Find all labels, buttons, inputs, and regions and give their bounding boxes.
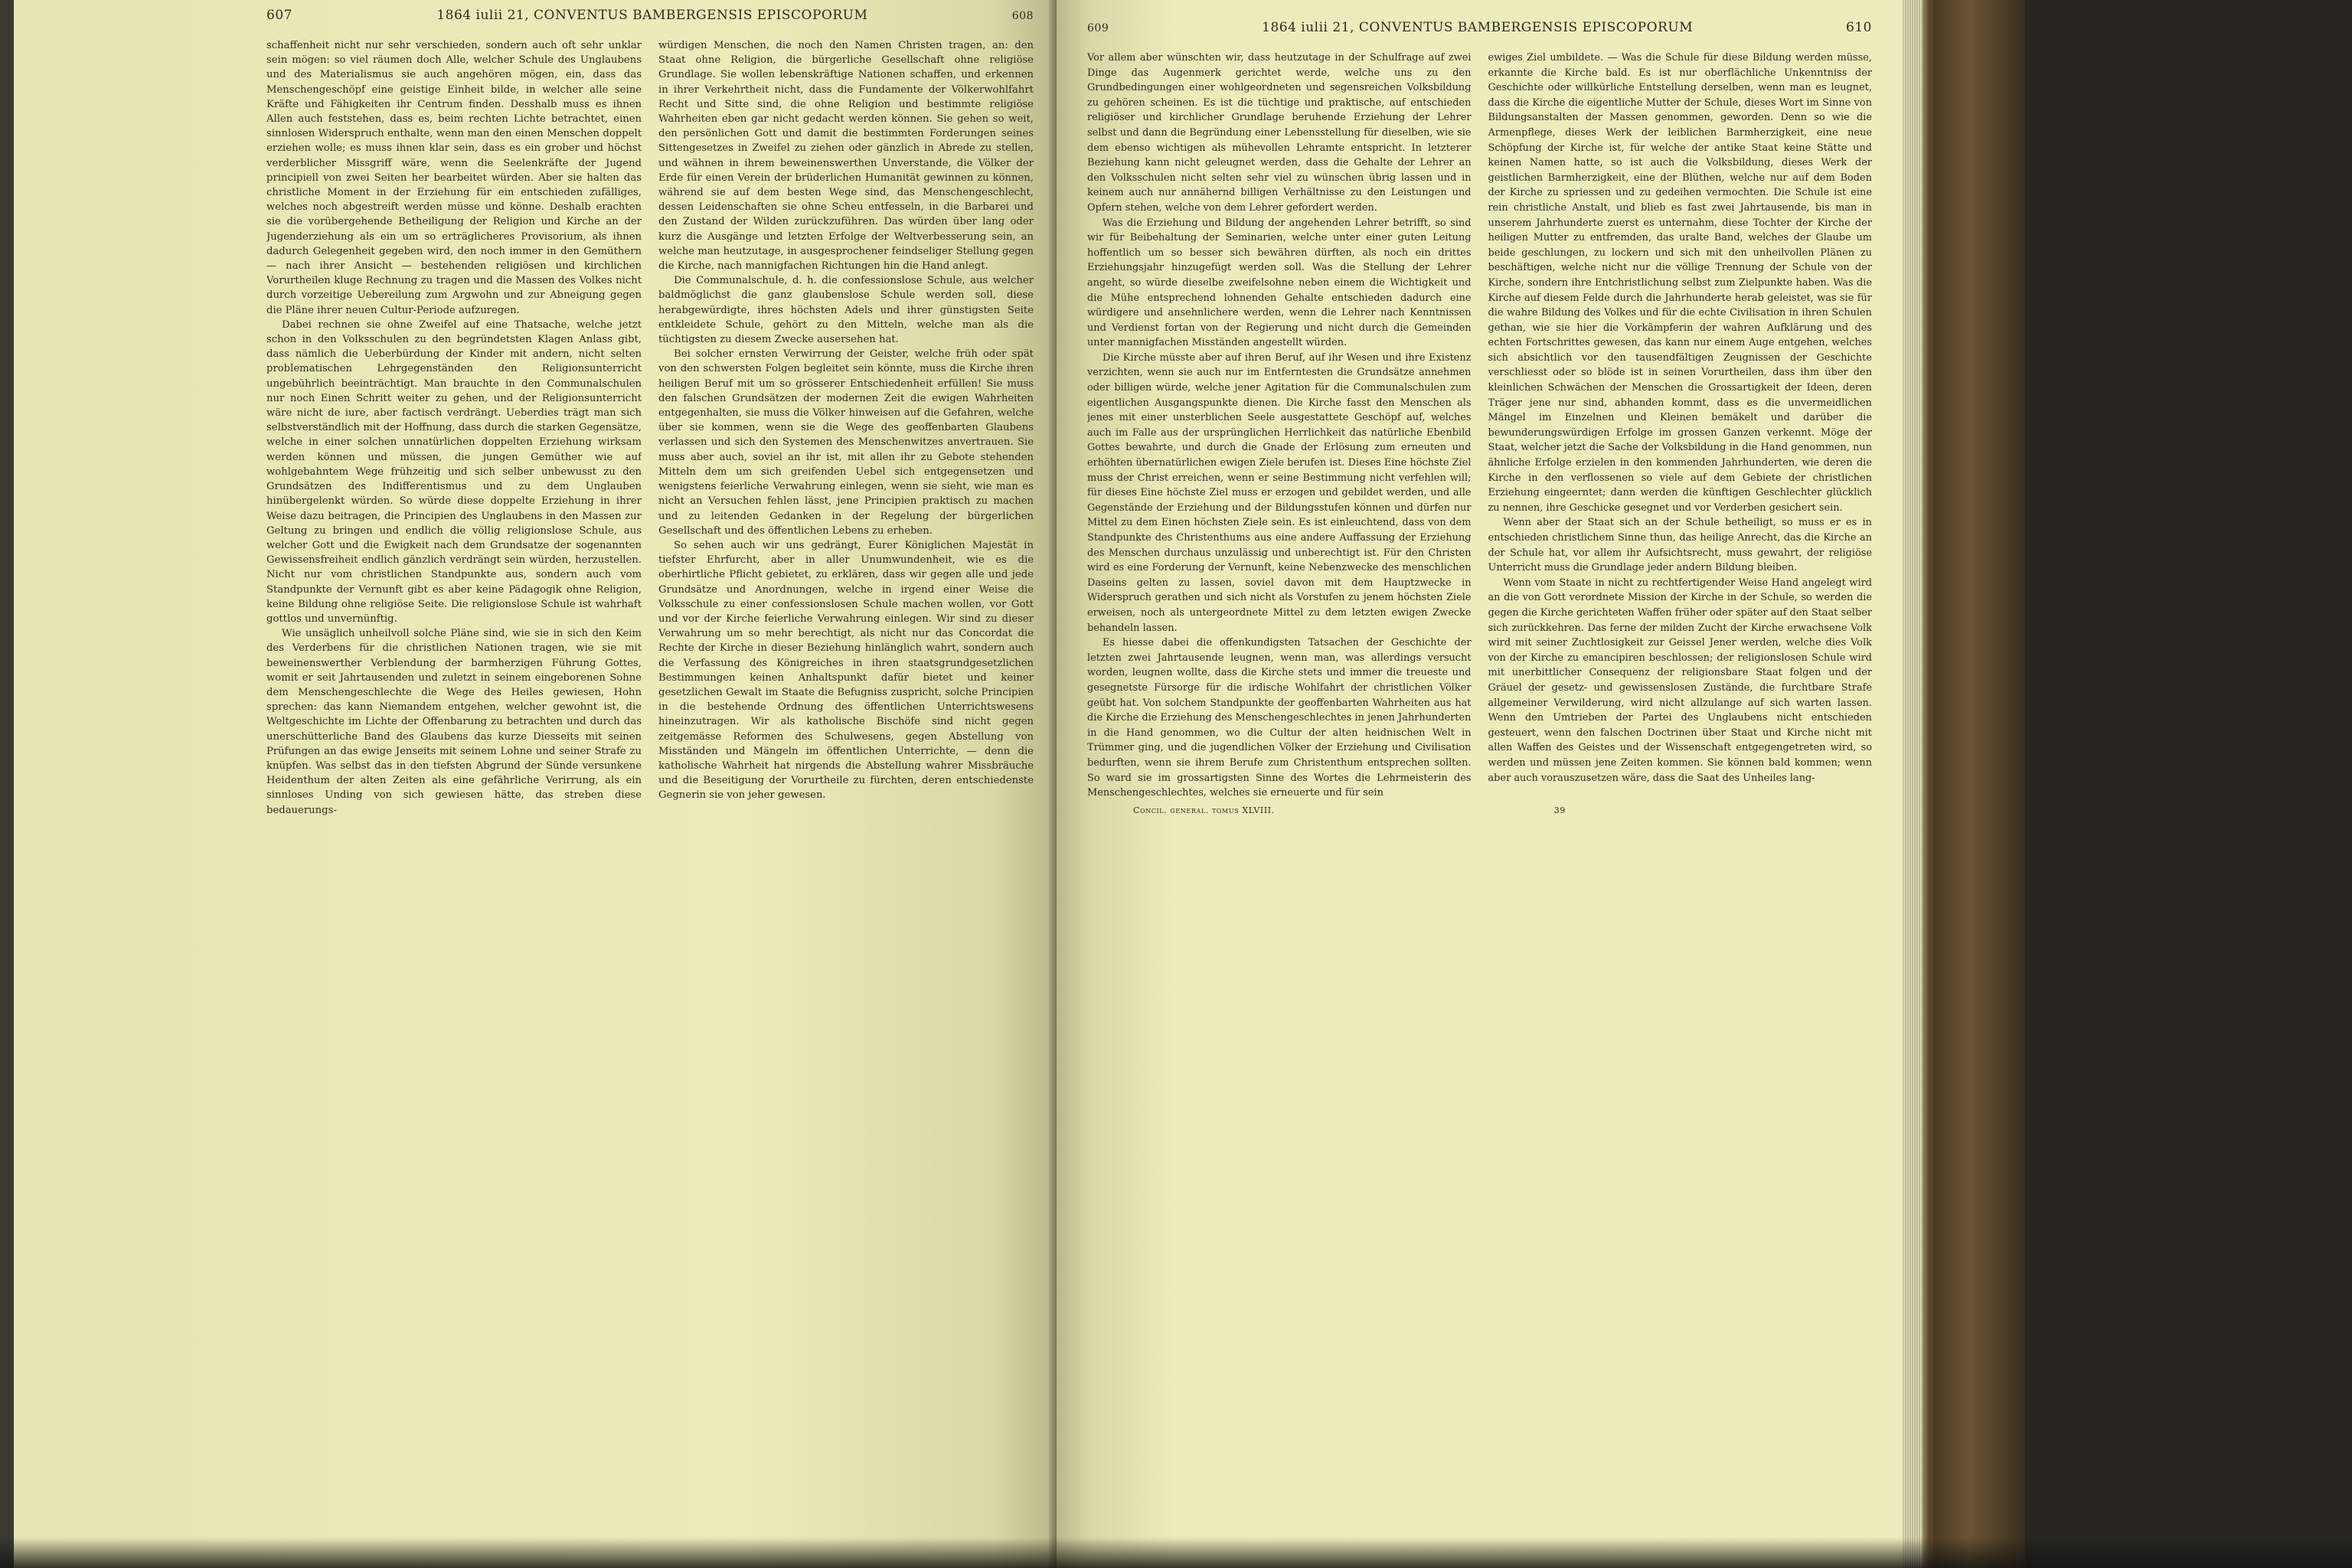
paragraph: würdigen Menschen, die noch den Namen Christen tragen, an: den Staat ohne Religion, die bürgerliche Gesellschaft ohne religiöse Grundlage. Sie wollen lebenskräftige Nationen schaffen, und erkennen in ihrer Verkehrtheit nicht, dass die Fundamente der Völkerwohlfahrt Recht und Sitte sind, die ohne Religion und bestimmte religiöse Wahrheiten eben gar nicht gedacht werden können. Sie gehen so weit, den persönlichen Gott und damit die bestimmten Forderungen seines Sittengesetzes in Zweifel zu ziehen oder gänzlich in Abrede zu stellen, und wähnen in ihrem beweinenswerthen Unverstande, die Völker der Erde für einen Verein der brüderlichen Humanität gewinnen zu können, während sie auf dem besten Wege sind, das Menschengeschlecht, dessen Leidenschaften sie ohne Scheu entfesseln, in die Barbarei und den Zustand der Wilden zurückzuführen. Das würden über lang oder kurz die Ausgänge und letzten Erfolge der Weltverbesserung sein, an welche man heutzutage, in ausgesprochener feindseliger Stellung gegen die Kirche, nach mannigfachen Richtungen hin die Hand anlegt.	[658, 40, 1034, 273]
paragraph: Es hiesse dabei die offenkundigsten Tatsachen der Geschichte der letzten zwei Jahrtausende leugnen, wenn man, was allerdings versucht worden, leugnen wollte, dass die Kirche stets und immer die treueste und gesegnetste Fürsorge für die irdische Wohlfahrt der christlichen Völker geübt hat. Von solchem Standpunkte der geoffenbarten Wahrheiten aus hat die Kirche die Erziehung des Menschengeschlechtes in jenen Jahrhunderten in die Hand genommen, wo die Cultur der alten heidnischen Welt in Trümmer ging, und die jugendlichen Völker der Erziehung und Civilisation bedurften, wenn sie ihrem Berufe zum Christenthum entsprechen sollten. So ward sie im grossartigsten Sinne des Wortes die Lehrmeisterin des Menschengeschlechtes, welches sie erneuerte und für sein	[1087, 637, 1472, 799]
column-right-1	[1087, 51, 1472, 801]
page-number-610: 610	[1846, 20, 1872, 35]
footer-sheet-number: 39	[1553, 805, 1566, 815]
footer-signature: Concil. general. tomus XLVIII.	[1133, 805, 1275, 815]
paragraph: Die Communalschule, d. h. die confessionslose Schule, aus welcher baldmöglichst die ganz glaubenslose Schule werden soll, diese herabgewürdigte, ihres höchsten Adels und ihrer günstigsten Seite entkleidete Schule, gehört zu den Mitteln, welche man als die tüchtigsten zu diesem Zwecke ausersehen hat.	[658, 275, 1034, 346]
paragraph: Was die Erziehung und Bildung der angehenden Lehrer betrifft, so sind wir für Beibehaltung der Seminarien, welche unter einer guten Leitung hoffentlich um so besser sich bewähren dürften, als noch ein drittes Erziehungsjahr hinzugefügt werden soll. Was die Stellung der Lehrer angeht, so würde dieselbe zweifelsohne neben einem die Wichtigkeit und die Mühe entsprechend lohnenden Gehalte entschieden dadurch eine würdigere und ansehnlichere werden, wenn die Lehrer nach Kenntnissen und Verdienst fortan von der Regierung und nicht durch die Gemeinden unter mannigfachen Misständen angestellt würden.	[1087, 217, 1472, 349]
running-header-left	[266, 8, 1034, 29]
paragraph: So sehen auch wir uns gedrängt, Eurer Königlichen Majestät in tiefster Ehrfurcht, aber in aller Unumwundenheit, wie es die oberhirtliche Pflicht gebietet, zu erklären, dass wir gegen alle und jede Grundsätze und Anordnungen, welche in irgend einer Weise die Volksschule zu einer confessionslosen Schule machen wollen, vor Gott und vor der Kirche feierliche Verwahrung einlegen. Wir sind zu dieser Verwahrung um so mehr berechtigt, als nicht nur das Concordat die Rechte der Kirche in dieser Beziehung hinlänglich wahrt, sondern auch die Verfassung des Königreiches in ihren staatsgrundgesetzlichen Bestimmungen keinen Anhaltspunkt dafür bietet und keiner gesetzlichen Gewalt im Staate die Befugniss zuspricht, solche Principien in die bestehende Ordnung des öffentlichen Unterrichtswesens hineinzutragen. Wir als katholische Bischöfe sind nicht gegen zeitgemässe Reformen des Schulwesens, gegen Abstellung von Misständen und Mängeln im öffentlichen Unterrichte, — denn die katholische Wahrheit hat nirgends die Abstellung wahrer Missbräuche und die Beseitigung der Vorurtheile zu fürchten, deren entschiedenste Gegnerin sie von jeher gewesen.	[658, 539, 1034, 802]
header-title-left: 1864 iulii 21, CONVENTUS BAMBERGENSIS EPISCOPORUM	[436, 8, 868, 23]
bottom-shadow	[0, 1537, 2352, 1568]
paragraph: Vor allem aber wünschten wir, dass heutzutage in der Schulfrage auf zwei Dinge das Augenmerk gerichtet werde, welche uns zu den Grundbedingungen einer wohlgeordneten und segensreichen Volksbildung zu gehören scheinen. Es ist die tüchtige und praktische, auf entschieden religiöser und kirchlicher Grundlage beruhende Erziehung der Lehrer selbst und dann die Begründung einer Lebensstellung für dieselben, wie sie dem ebenso wichtigen als mühevollen Lehramte entspricht. In letzterer Beziehung kann nicht geleugnet werden, dass die Gehalte der Lehrer an den Volksschulen nicht selten sehr viel zu wünschen übrig lassen und in keinem auch nur annähernd billigen Verhältnisse zu den Leistungen und Opfern stehen, welche von dem Lehrer gefordert werden.	[1087, 52, 1472, 214]
paragraph: Wenn aber der Staat sich an der Schule betheiligt, so muss er es in entschieden christlichem Sinne thun, das heilige Anrecht, das die Kirche an der Schule hat, vor allem ihr Aufsichtsrecht, muss gewahrt, der religiöse Unterricht muss die Grundlage jeder andern Bildung bleiben.	[1488, 517, 1872, 574]
page-number-609: 609	[1087, 22, 1109, 34]
paragraph: schaffenheit nicht nur sehr verschieden, sondern auch oft sehr unklar sein mögen: so viel räumen doch Alle, welcher Schule des Unglaubens und des Materialismus sie auch angehören mögen, ein, dass das Menschengeschöpf eine geistige Einheit bilde, in welcher alle seine Kräfte und Fähigkeiten ihr Centrum finden. Desshalb muss es ihnen Allen auch feststehen, dass es, beim rechten Lichte betrachtet, einen sinnlosen Widerspruch enthalte, wenn man den einen Menschen doppelt erziehen wolle; es muss ihnen klar sein, dass es ein grober und höchst verderblicher Missgriff wäre, wenn die Seelenkräfte der Jugend principiell von zwei Seiten her bearbeitet würden. Aber sie halten das christliche Moment in der Erziehung für ein entschieden zufälliges, welches noch abgestreift werden müsse und könne. Deshalb erachten sie die vorübergehende Betheiligung der Religion und Kirche an der Jugenderziehung als ein um so erträglicheres Provisorium, als ihnen dadurch Gelegenheit gegeben wird, den noch immer in den Gemüthern — nach ihrer Ansicht — bestehenden religiösen und kirchlichen Vorurtheilen kluge Rechnung zu tragen und die Massen des Volkes nicht durch vorzeitige Uebereilung zum Argwohn und zur Abneigung gegen die Pläne ihrer neuen Cultur-Periode aufzuregen.	[266, 40, 642, 316]
paragraph: Wie unsäglich unheilvoll solche Pläne sind, wie sie in sich den Keim des Verderbens für die christlichen Nationen tragen, wie sie mit beweinenswerther Verblendung der barmherzigen Führung Gottes, womit er seit Jahrtausenden und zuletzt in seinem eingeborenen Sohne dem Menschengeschlechte die Wege des Heiles gewiesen, Hohn sprechen: das kann Niemandem entgehen, welcher gewohnt ist, die Weltgeschichte im Lichte der Offenbarung zu betrachten und durch das unerschütterliche Band des Glaubens das kurze Diesseits mit seinen Prüfungen an das ewige Jenseits mit seinem Lohne und seiner Strafe zu knüpfen. Was selbst das in den tiefsten Abgrund der Sünde versunkene Heidenthum der alten Zeiten als eine gefährliche Verirrung, als ein sinnloses Unding von sich gewiesen hätte, das streben diese bedauerungs-	[266, 628, 642, 816]
left-page	[14, 0, 1057, 1568]
right-page	[1057, 0, 1903, 1568]
running-header-right	[1087, 20, 1872, 41]
book-cover-edge	[1933, 0, 2025, 1568]
column-left-2	[658, 38, 1034, 818]
paragraph: Bei solcher ernsten Verwirrung der Geister, welche früh oder spät von den schwersten Folgen begleitet sein könnte, muss die Kirche ihren heiligen Beruf mit um so grösserer Entschiedenheit erfüllen! Sie muss den falschen Grundsätzen der modernen Zeit die ewigen Wahrheiten entgegenhalten, sie muss die Völker hinweisen auf die Gefahren, welche über sie kommen, wenn sie die Wege des geoffenbarten Glaubens verlassen und sich den Systemen des Menschenwitzes anvertrauen. Sie muss aber auch, soviel an ihr ist, mit allen ihr zu Gebote stehenden Mitteln dem um sich greifenden Uebel sich entgegensetzen und wenigstens feierliche Verwahrung einlegen, wenn sie sieht, wie man es nicht an Versuchen fehlen lässt, jene Principien praktisch zu machen und zu leitenden Gedanken in der Regelung der bürgerlichen Gesellschaft und des öffentlichen Lebens zu erheben.	[658, 348, 1034, 537]
book-fore-edge	[1903, 0, 2352, 1568]
paragraph: Dabei rechnen sie ohne Zweifel auf eine Thatsache, welche jetzt schon in den Volksschulen zu den begründetsten Klagen Anlass gibt, dass nämlich die Ueberbürdung der Kinder mit andern, nicht selten problematischen Lehrgegenständen den Religionsunterricht ungebührlich beeinträchtigt. Man brauchte in den Communalschulen nur noch Einen Schritt weiter zu gehen, und der Religionsunterricht wäre nicht de iure, aber factisch verdrängt. Ueberdies trägt man sich selbstverständlich mit der Hoffnung, dass durch die starken Gegensätze, welche in einer solchen unnatürlichen doppelten Erziehung wirksam werden können und müssen, die jungen Gemüther wie auf wohlgebahntem Wege frühzeitig und sich selber unbewusst zu den Grundsätzen des Indifferentismus und zu dem Unglauben hinübergelenkt würden. So würde diese doppelte Erziehung in ihrer Weise dazu beitragen, die Principien des Unglaubens in den Massen zur Geltung zu bringen und endlich die völlig religionslose Schule, aus welcher Gott und die Ewigkeit nach dem Grundsatze der sogenannten Gewissensfreiheit endlich gänzlich verdrängt sein würden, herzustellen. Nicht nur vom christlichen Standpunkte aus, sondern auch vom Standpunkte der Vernunft gibt es aber keine Pädagogik ohne Religion, keine Bildung ohne religiöse Seite. Die religionslose Schule ist wahrhaft gottlos und unvernünftig.	[266, 318, 642, 625]
page-edges	[1904, 0, 1922, 1568]
page-footer	[1087, 805, 1872, 815]
column-right-2	[1488, 51, 1873, 801]
paragraph: ewiges Ziel umbildete. — Was die Schule für diese Bildung werden müsse, erkannte die Kirche bald. Es ist nur oberflächliche Unkenntniss der Geschichte oder willkürliche Entstellung derselben, wenn man es leugnet, dass die Kirche die eigentliche Mutter der Schule, dieses Wort im Sinne von Bildungsanstalten der Massen genommen, geworden. Denn so wie die Armenpflege, dieses Werk der leiblichen Barmherzigkeit, eine neue Schöpfung der Kirche ist, für welche der antike Staat keine Stätte und keinen Namen hatte, so ist auch die Volksbildung, dieses Werk der geistlichen Barmherzigkeit, eine der Blüthen, welche nur auf dem Boden der Kirche zu spriessen und zu gedeihen vermochten. Die Schule ist eine rein christliche Anstalt, und blieb es fast zwei Jahrtausende, bis man in unserem Jahrhunderte zuerst es unternahm, diese Tochter der Kirche der heiligen Mutter zu entfremden, das uralte Band, welches der Glaube um beide geschlungen, zu lockern und sich mit den unheilvollen Plänen zu beschäftigen, welche nicht nur die völlige Trennung der Schule von der Kirche, sondern ihre Entchristlichung selbst zum Zielpunkte haben. Was die Kirche auf diesem Felde durch die Jahrhunderte herab geleistet, was sie für die wahre Bildung des Volkes und für die echte Civilisation in ihren Schulen gethan, wie sie hier die Vorkämpferin der wahren Aufklärung und des echten Fortschrittes gewesen, das kann nur einem Auge entgehen, welches sich absichtlich vor den tausendfältigen Zeugnissen der Geschichte verschliesst oder so blöde ist in seinen Vorurtheilen, dass ihm über den kleinlichen Schwächen der Menschen die Grossartigkeit der Ideen, deren Träger jene nur sind, abhanden kommt, dass es die unvermeidlichen Mängel im Einzelnen und Kleinen bemäkelt und darüber die bewunderungswürdigen Erfolge im grossen Ganzen verkennt. Möge der Staat, welcher jetzt die Sache der Volksbildung in die Hand genommen, nun ähnliche Erfolge erzielen in den kommenden Jahrhunderten, wie deren die Kirche in den verflossenen so viele auf dem Gebiete der christlichen Erziehung eingeerntet; dann werden die künftigen Geschlechter glücklich zu nennen, ihre Geschicke gesegnet und vor Verderben gesichert sein.	[1488, 52, 1872, 514]
header-title-right: 1864 iulii 21, CONVENTUS BAMBERGENSIS EPISCOPORUM	[1262, 20, 1694, 35]
paragraph: Die Kirche müsste aber auf ihren Beruf, auf ihr Wesen und ihre Existenz verzichten, wenn sie auch nur im Entferntesten die Grundsätze annehmen oder billigen würde, welche jener Agitation für die Communalschulen zum eigentlichen Ausgangspunkte dienen. Die Kirche fasst den Menschen als jenes mit einer unsterblichen Seele ausgestattete Geschöpf auf, welches auch im Falle aus der ursprünglichen Herrlichkeit das natürliche Ebenbild Gottes bewahrte, und durch die Gnade der Erlösung zum erneuten und erhöhten übernatürlichen ewigen Ziele berufen ist. Dieses Eine höchste Ziel muss der Christ erreichen, wenn er seine Bestimmung nicht verfehlen will; für dieses Eine höchste Ziel muss er erzogen und gebildet werden, und alle Gegenstände der Erziehung und der Bildungsstufen können und dürfen nur Mittel zu dem Einen höchsten Ziele sein. Es ist einleuchtend, dass von dem Standpunkte des Christenthums aus eine andere Auffassung der Erziehung des Menschen durchaus unzulässig und unberechtigt ist. Für den Christen wird es eine Forderung der Vernunft, keine Nebenzwecke des menschlichen Daseins gelten zu lassen, soviel davon mit dem Hauptzwecke in Widerspruch gerathen und sich nicht als Vorstufen zu jenem höchsten Ziele erweisen, noch als untergeordnete Mittel zu dem letzten ewigen Zwecke behandeln lassen.	[1087, 351, 1472, 634]
right-page-columns	[1087, 51, 1872, 801]
page-number-608: 608	[1011, 10, 1034, 22]
page-number-607: 607	[266, 8, 292, 23]
background-cloth	[2025, 0, 2352, 1568]
left-page-columns	[266, 38, 1034, 818]
paragraph: Wenn vom Staate in nicht zu rechtfertigender Weise Hand angelegt wird an die von Gott verordnete Mission der Kirche in der Schule, so werden die gegen die Kirche gerichteten Waffen früher oder später auf den Staat selber sich zurückkehren. Das ferne der milden Zucht der Kirche erwachsene Volk wird mit seiner Zuchtlosigkeit zur Geissel Jener werden, welche dies Volk von der Kirche zu emancipiren beschlossen; der religionslosen Schule wird mit unerbittlicher Consequenz der religionsbare Staat folgen und der Gräuel der gesetz- und gewissenslosen Zustände, die furchtbare Strafe allgemeiner Verwilderung, wird nicht allzulange auf sich warten lassen. Wenn den Umtrieben der Partei des Unglaubens nicht entschieden gesteuert, wenn den falschen Doctrinen über Staat und Kirche nicht mit allen Waffen des Geistes und der Wissenschaft entgegengetreten wird, so werden und müssen jene Zeiten kommen. Sie können bald kommen; wenn aber auch vorauszusetzen wäre, dass die Saat des Unheiles lang-	[1488, 577, 1872, 784]
column-left-1	[266, 38, 642, 818]
